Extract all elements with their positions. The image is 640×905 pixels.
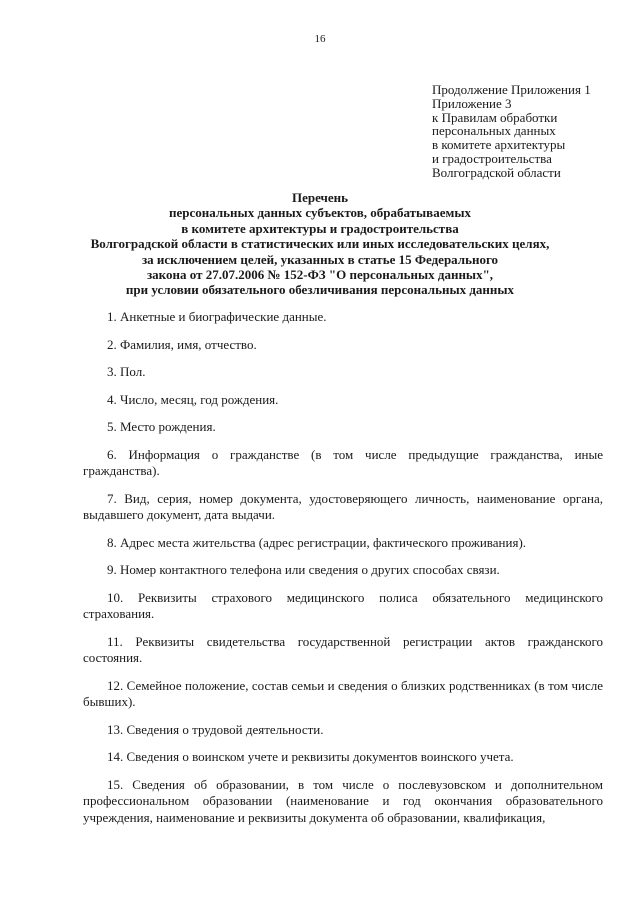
list-item: 4. Число, месяц, год рождения. (107, 391, 279, 407)
list-item: 13. Сведения о трудовой деятельности. (107, 721, 324, 737)
appendix-line: Продолжение Приложения 1 (432, 82, 591, 97)
appendix-line: персональных данных (432, 123, 556, 139)
appendix-line: в комитете архитектуры (432, 137, 566, 153)
list-item: 10. Реквизиты страхового медицинского полиса обязательного медицинского страхования. (83, 589, 603, 621)
title-line: в комитете архитектуры и градостроительства (181, 220, 459, 236)
list-item: 3. Пол. (107, 364, 146, 379)
data-list (83, 309, 603, 837)
appendix-line: и градостроительства (432, 150, 552, 166)
title-line: Перечень (291, 190, 349, 205)
list-item: 1. Анкетные и биографические данные. (107, 309, 327, 324)
title-line: за исключением целей, указанных в статье 15 Федерального (141, 251, 499, 267)
appendix-line: Волгоградской области (432, 164, 561, 180)
list-item: 14. Сведения о воинском учете и реквизиты документов воинского учета. (107, 749, 514, 764)
list-item: 7. Вид, серия, номер документа, удостоверяющего личность, наименование органа, выдавшего документ, дата выдачи. (83, 490, 603, 522)
appendix-line: Приложение 3 (432, 95, 512, 111)
appendix-reference (432, 83, 632, 180)
list-item: 2. Фамилия, имя, отчество. (107, 336, 257, 352)
document-title (40, 190, 600, 298)
list-item: 9. Номер контактного телефона или сведения о других способах связи. (107, 562, 500, 577)
title-line: при условии обязательного обезличивания персональных данных (125, 282, 515, 298)
list-item: 12. Семейное положение, состав семьи и сведения о близких родственниках (в том числе бывших). (83, 677, 603, 709)
title-line: Волгоградской области в статистических или иных исследовательских целях, (90, 236, 550, 252)
list-item: 11. Реквизиты свидетельства государственной регистрации актов гражданского состояния. (83, 633, 603, 665)
list-item: 5. Место рождения. (107, 419, 216, 434)
list-item: 15. Сведения об образовании, в том числе о послевузовском и дополнительном профессиональном образовании (наименование и год окончания образовательного учреждения, наименование и реквизиты документа об образовании, квалификация, (83, 776, 603, 825)
list-item: 8. Адрес места жительства (адрес регистрации, фактического проживания). (107, 534, 527, 550)
title-line: персональных данных субъектов, обрабатываемых (169, 205, 471, 221)
page-number: 16 (314, 33, 326, 45)
list-item: 6. Информация о гражданстве (в том числе предыдущие гражданства, иные гражданства). (83, 446, 603, 478)
title-line: закона от 27.07.2006 № 152-ФЗ "О персональных данных", (146, 267, 494, 283)
appendix-line: к Правилам обработки (432, 109, 558, 125)
